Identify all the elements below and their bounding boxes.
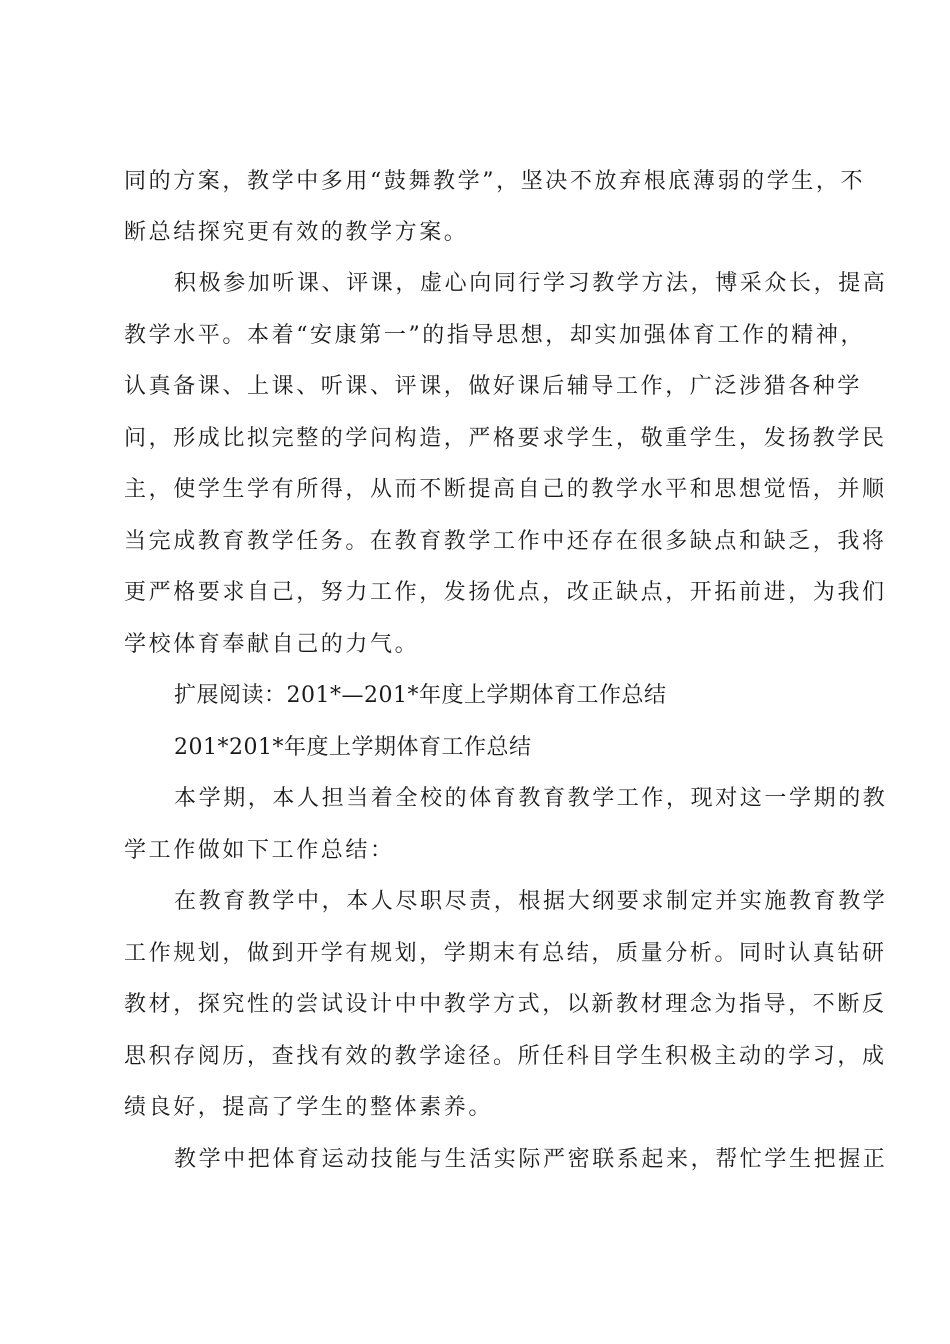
paragraph-line bbox=[124, 825, 830, 877]
text-line: 本学期，本人担当着全校的体育教育教学工作，现对这一学期的教 bbox=[174, 786, 888, 811]
paragraph-line bbox=[124, 207, 830, 259]
paragraph-line bbox=[124, 258, 888, 310]
text-line: 工作规划，做到开学有规划，学期末有总结，质量分析。同时认真钻研 bbox=[124, 941, 887, 966]
text-line: 教材，探究性的尝试设计中中教学方式，以新教材理念为指导，不断反 bbox=[124, 992, 887, 1017]
text-line: 断总结探究更有效的教学方案。 bbox=[124, 220, 469, 245]
paragraph-line bbox=[124, 876, 888, 928]
paragraph-line bbox=[124, 1031, 887, 1083]
paragraph-line bbox=[124, 516, 887, 568]
paragraph-line bbox=[124, 928, 887, 980]
text-line: 扩展阅读：201*—201*年度上学期体育工作总结 bbox=[174, 683, 667, 708]
paragraph-line bbox=[124, 979, 887, 1031]
paragraph-line bbox=[124, 619, 830, 671]
paragraph-line bbox=[124, 773, 888, 825]
text-line: 认真备课、上课、听课、评课，做好课后辅导工作，广泛涉猎各种学 bbox=[124, 374, 863, 399]
paragraph-line bbox=[124, 156, 866, 208]
text-line: 积极参加听课、评课，虚心向同行学习教学方法，博采众长，提高 bbox=[174, 271, 888, 296]
paragraph-line bbox=[124, 464, 887, 516]
paragraph-line bbox=[124, 1134, 888, 1186]
paragraph-line bbox=[124, 413, 887, 465]
paragraph-line bbox=[124, 310, 866, 362]
text-line: 同的方案，教学中多用“鼓舞教学”，坚决不放弃根底薄弱的学生，不 bbox=[124, 169, 866, 194]
text-line: 当完成教育教学任务。在教育教学工作中还存在很多缺点和缺乏，我将 bbox=[124, 529, 887, 554]
text-line: 201*201*年度上学期体育工作总结 bbox=[174, 735, 532, 760]
text-line: 学校体育奉献自己的力气。 bbox=[124, 632, 420, 657]
text-line: 绩良好，提高了学生的整体素养。 bbox=[124, 1095, 494, 1120]
paragraph-line bbox=[124, 567, 887, 619]
paragraph-line bbox=[124, 722, 830, 774]
paragraph-line bbox=[124, 361, 863, 413]
paragraph-line bbox=[124, 1082, 830, 1134]
text-line: 主，使学生学有所得，从而不断提高自己的教学水平和思想觉悟，并顺 bbox=[124, 477, 887, 502]
text-line: 思积存阅历，查找有效的教学途径。所任科目学生积极主动的学习，成 bbox=[124, 1044, 887, 1069]
text-line: 教学中把体育运动技能与生活实际严密联系起来，帮忙学生把握正 bbox=[174, 1147, 888, 1172]
text-line: 学工作做如下工作总结： bbox=[124, 838, 395, 863]
text-line: 在教育教学中，本人尽职尽责，根据大纲要求制定并实施教育教学 bbox=[174, 889, 888, 914]
paragraph-line bbox=[124, 670, 830, 722]
text-line: 问，形成比拟完整的学问构造，严格要求学生，敬重学生，发扬教学民 bbox=[124, 426, 887, 451]
text-line: 更严格要求自己，努力工作，发扬优点，改正缺点，开拓前进，为我们 bbox=[124, 580, 887, 605]
text-line: 教学水平。本着“安康第一”的指导思想，却实加强体育工作的精神， bbox=[124, 323, 866, 348]
